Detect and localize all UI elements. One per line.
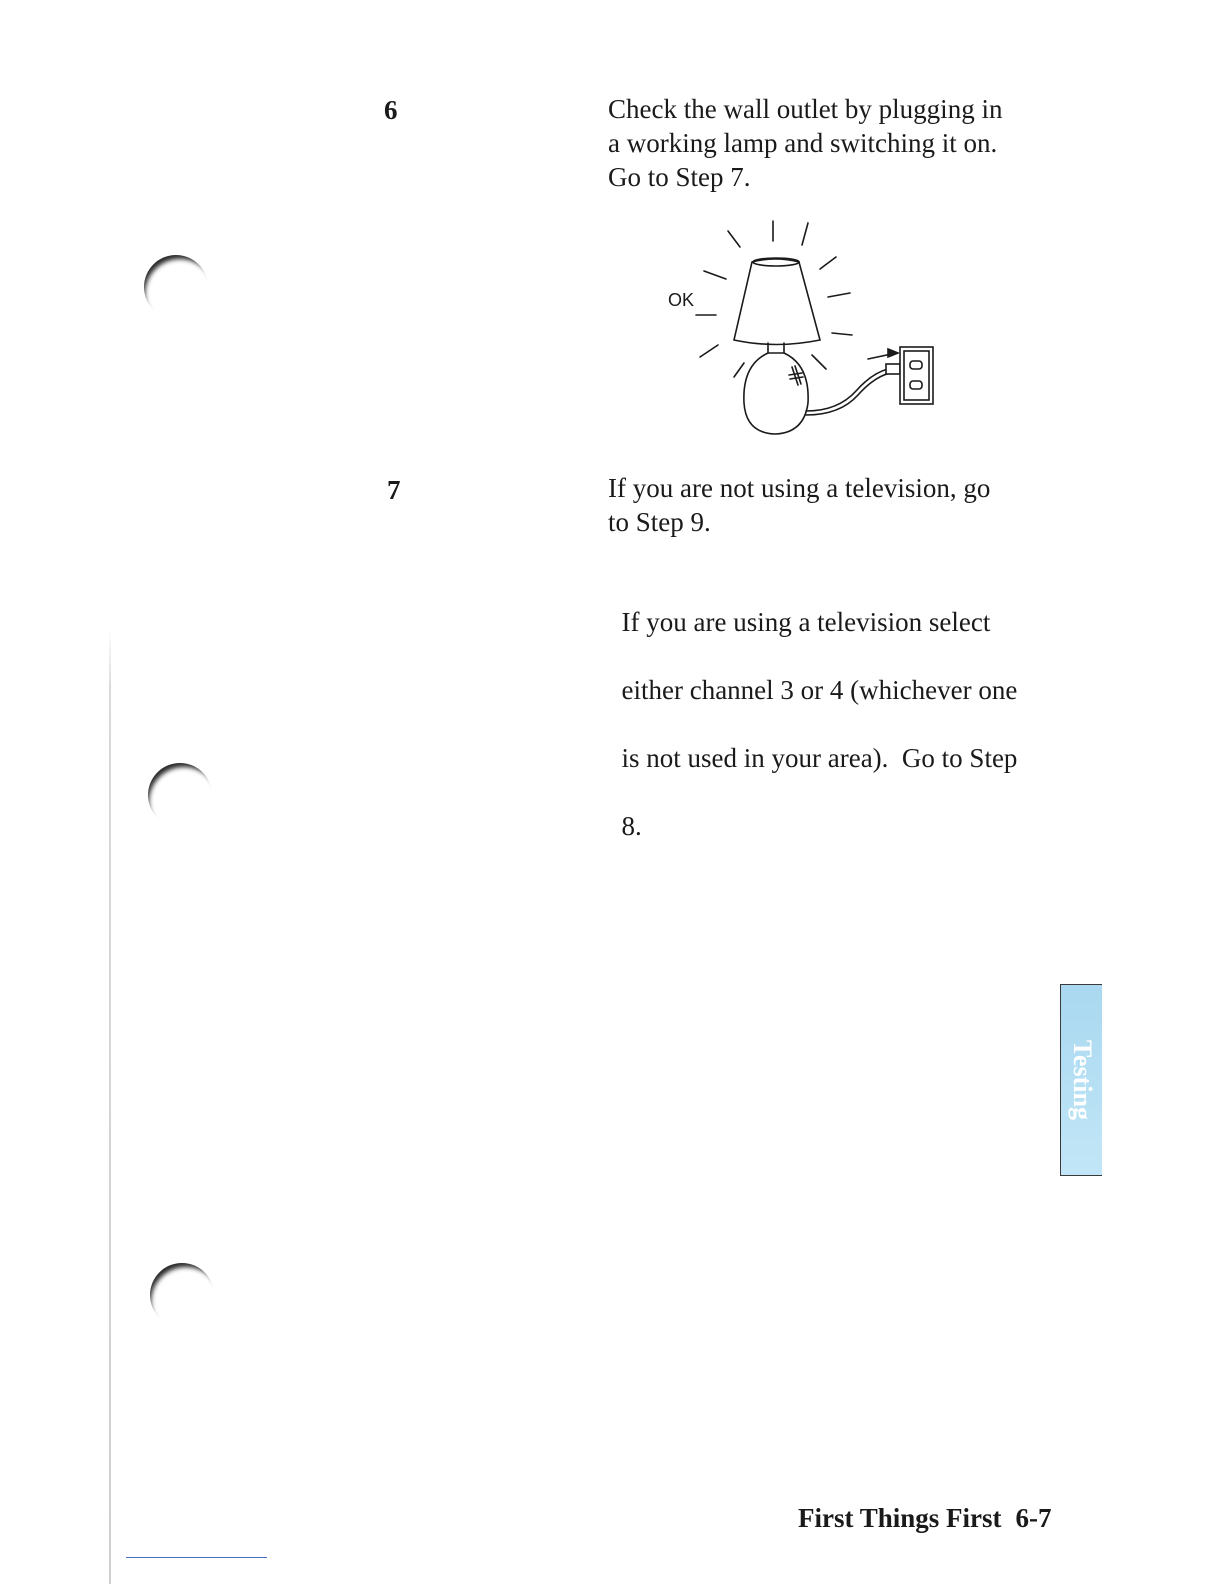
- text-line: If you are not using a television, go: [608, 473, 991, 503]
- step-6-text: [608, 92, 1068, 194]
- page-footer: [798, 1503, 1052, 1534]
- section-tab: [1060, 984, 1102, 1176]
- step-7-text-2: [608, 571, 1068, 843]
- section-tab-label: Testing: [1067, 1040, 1097, 1120]
- binder-hole-top: [144, 255, 208, 319]
- text-line: a working lamp and switching it on.: [608, 128, 998, 158]
- binder-hole-middle: [148, 763, 212, 827]
- bottom-rule: [126, 1557, 267, 1558]
- page-number: 6-7: [1015, 1503, 1052, 1533]
- ok-label: OK: [668, 290, 695, 310]
- step-number-7: 7: [387, 475, 401, 505]
- lamp-illustration: [660, 215, 950, 445]
- text-line: Check the wall outlet by plugging in: [608, 94, 1003, 124]
- binder-edge: [109, 630, 111, 1584]
- step-number-6: 6: [384, 95, 398, 125]
- text-line: to Step 9.: [608, 507, 711, 537]
- lamp-outlet-icon: [660, 215, 950, 445]
- text-line: 8.: [621, 811, 642, 841]
- footer-title: First Things First: [798, 1503, 1002, 1533]
- text-line: If you are using a television select: [621, 607, 991, 637]
- text-line: either channel 3 or 4 (whichever one: [621, 675, 1018, 705]
- binder-hole-bottom: [150, 1263, 214, 1327]
- step-7-text-1: [608, 471, 1068, 539]
- text-line: Go to Step 7.: [608, 162, 751, 192]
- text-line: is not used in your area). Go to Step: [621, 743, 1018, 773]
